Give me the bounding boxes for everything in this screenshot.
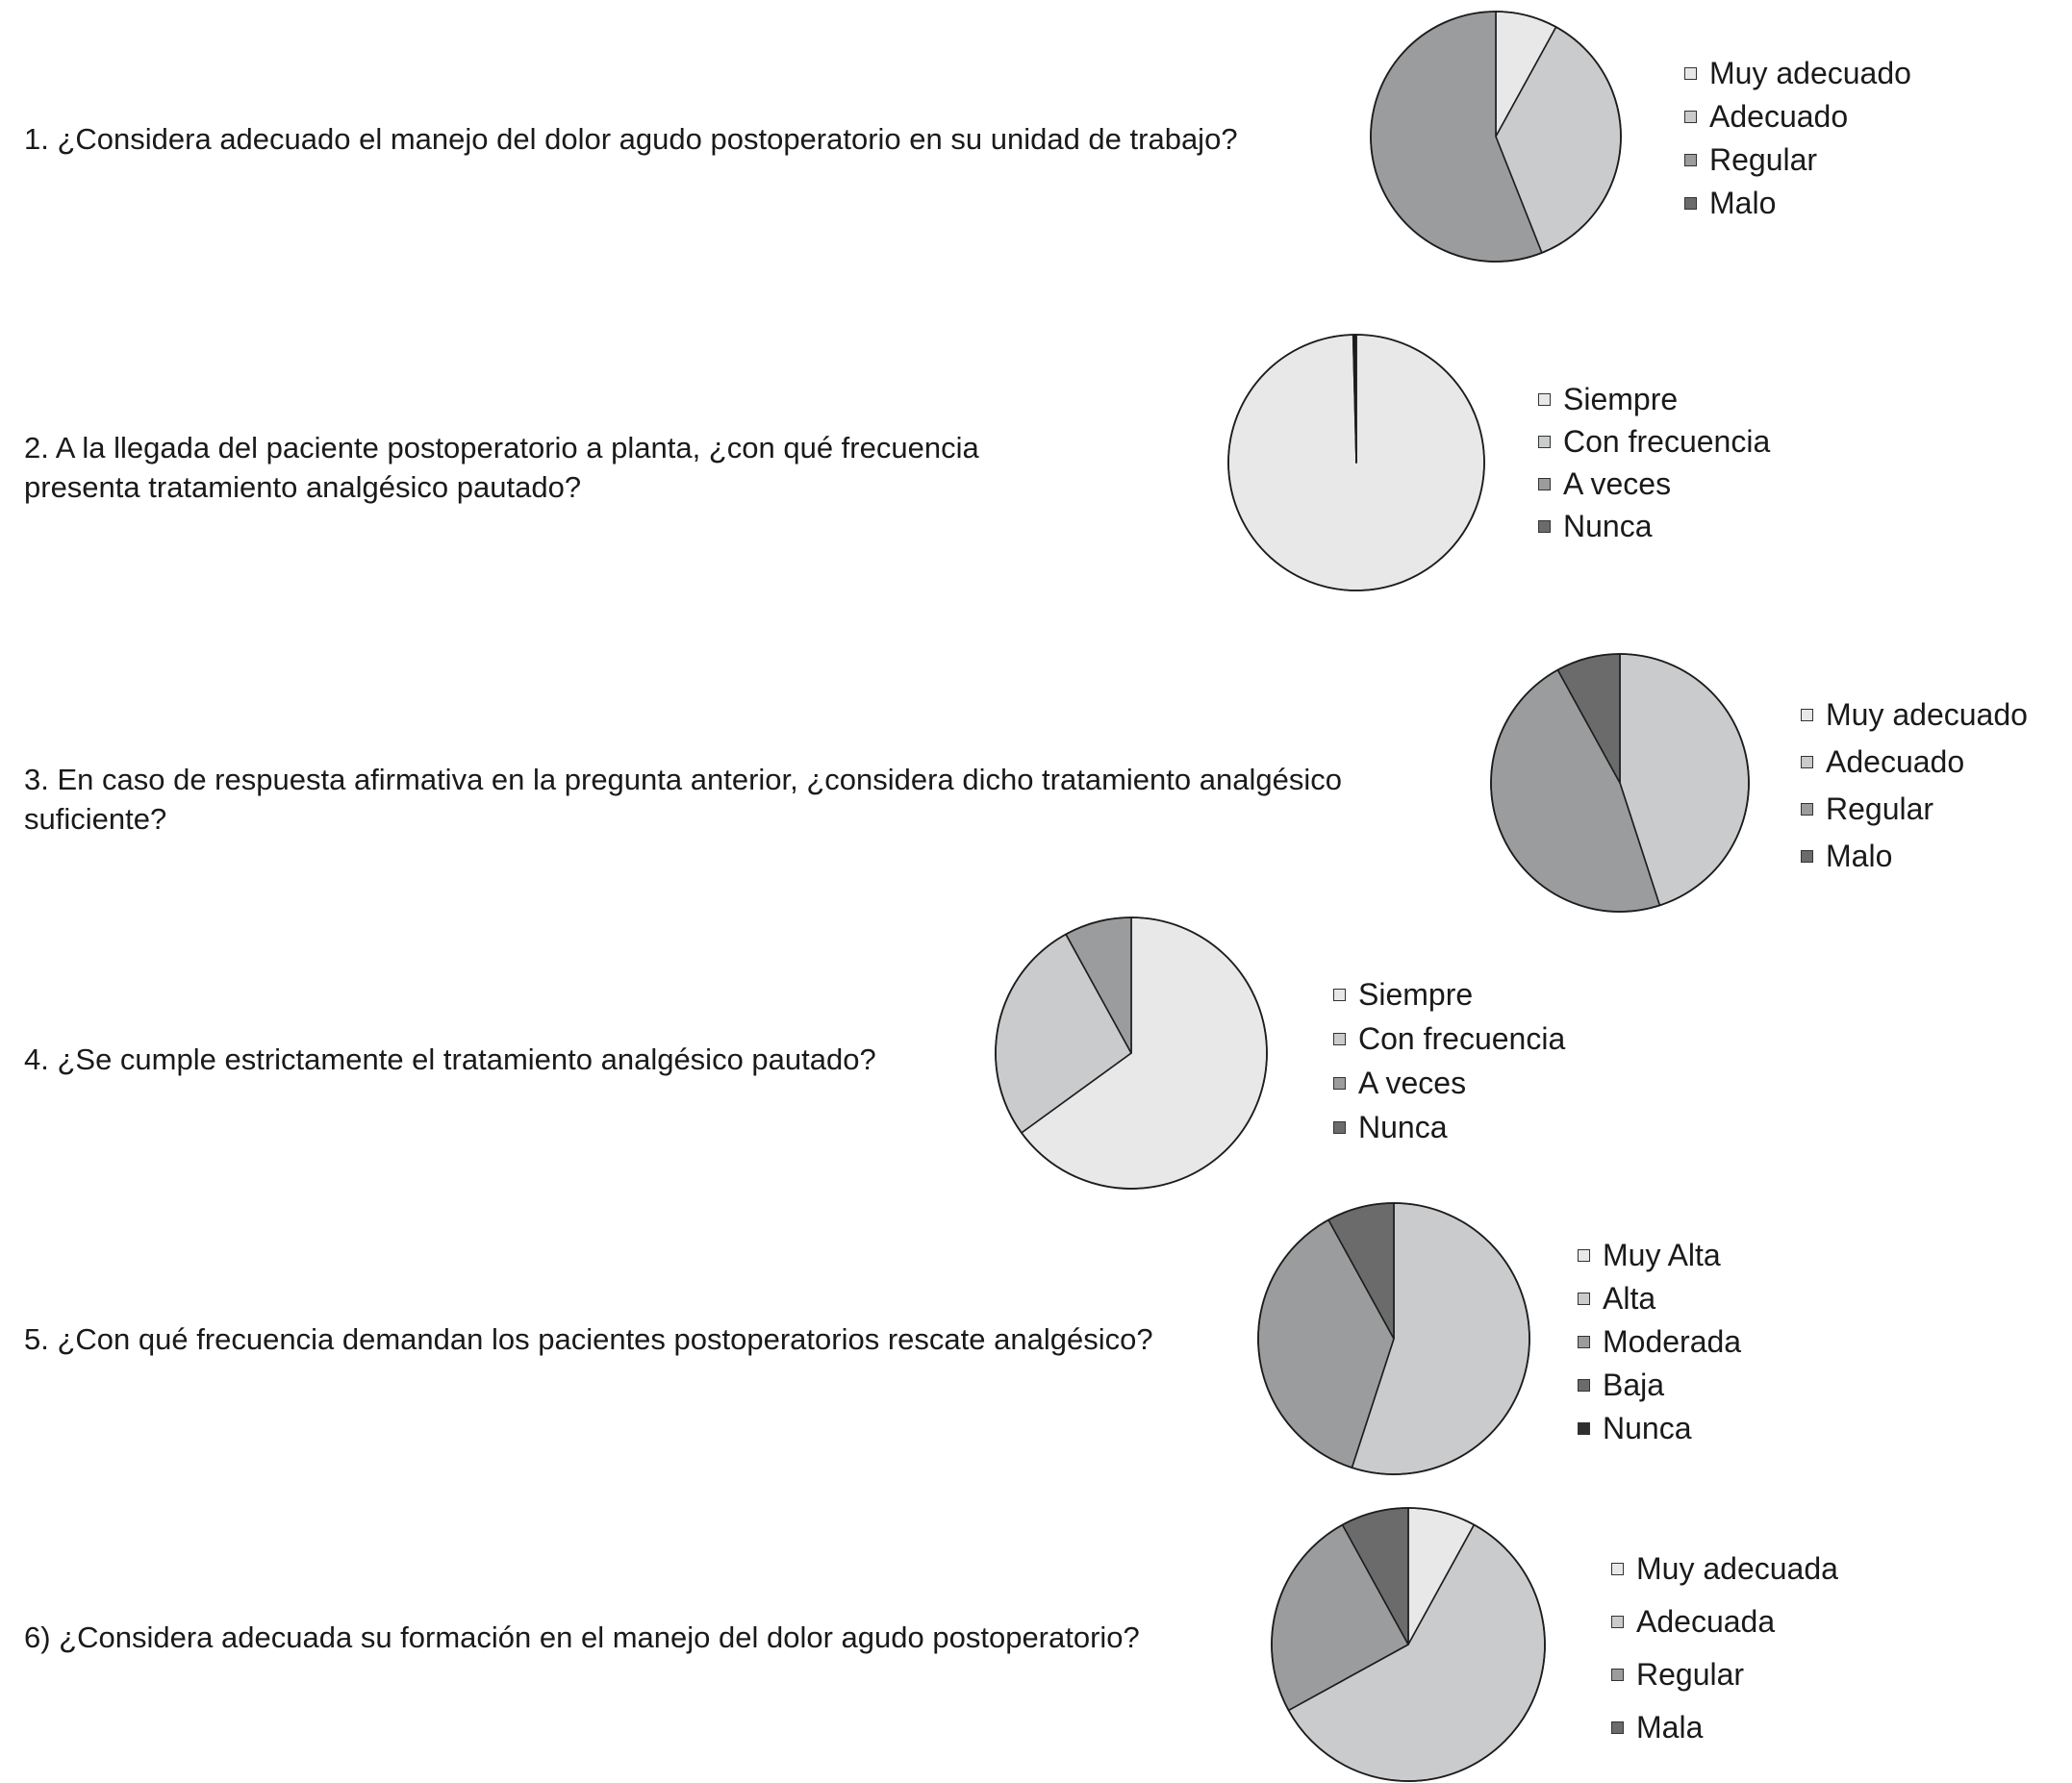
question-3-line-1: 3. En caso de respuesta afirmativa en la pregunta anterior, ¿considera dicho tratamiento analgésico [24,763,1342,796]
legend-item [1801,791,2028,827]
legend-6 [1611,1550,1838,1762]
legend-item [1333,1109,1565,1145]
legend-swatch [1578,1379,1590,1392]
legend-item [1801,743,2028,780]
pie-chart-2 [1226,333,1486,592]
legend-1 [1684,55,1911,228]
legend-swatch [1801,709,1813,721]
legend-label: Regular [1636,1656,1745,1692]
question-2 [24,428,979,507]
question-6 [24,1618,1140,1657]
legend-4 [1333,976,1565,1153]
legend-label: Muy adecuada [1636,1550,1838,1586]
question-3 [24,760,1342,839]
legend-label: Malo [1826,838,1893,873]
legend-5 [1578,1237,1741,1453]
pie-chart-1 [1369,10,1623,264]
legend-label: A veces [1563,465,1672,501]
legend-item [1333,1065,1565,1101]
legend-swatch [1538,478,1551,490]
question-1 [24,119,1238,159]
legend-2 [1538,381,1770,550]
question-6-line-1: 6) ¿Considera adecuada su formación en el manejo del dolor agudo postoperatorio? [24,1620,1140,1654]
legend-swatch [1611,1721,1624,1734]
legend-item [1801,696,2028,733]
legend-label: Regular [1709,141,1818,177]
question-1-line-1: 1. ¿Considera adecuado el manejo del dolor agudo postoperatorio en su unidad de trabajo? [24,122,1238,156]
legend-swatch [1801,803,1813,816]
legend-swatch [1333,1033,1346,1045]
legend-swatch [1538,520,1551,533]
legend-swatch [1578,1249,1590,1262]
question-4 [24,1040,876,1079]
legend-item [1538,508,1770,544]
legend-swatch [1333,1077,1346,1090]
legend-item [1611,1656,1838,1693]
legend-swatch [1611,1563,1624,1575]
legend-label: Con frecuencia [1563,423,1771,459]
legend-swatch [1684,154,1697,166]
legend-label: Siempre [1563,381,1679,416]
legend-swatch [1684,67,1697,80]
pie-chart-3 [1489,652,1751,914]
legend-label: Nunca [1563,508,1653,543]
legend-label: Adecuado [1826,743,1965,779]
legend-label: Moderada [1603,1323,1742,1359]
legend-item [1684,55,1911,91]
legend-label: Adecuada [1636,1603,1776,1639]
legend-label: Nunca [1603,1410,1692,1445]
legend-swatch [1801,850,1813,863]
legend-item [1801,838,2028,874]
legend-swatch [1333,1121,1346,1134]
legend-label: Con frecuencia [1358,1020,1566,1056]
question-2-line-2: presenta tratamiento analgésico pautado? [24,470,582,504]
legend-3 [1801,696,2028,885]
legend-label: Siempre [1358,976,1474,1012]
legend-item [1578,1323,1741,1360]
legend-label: Regular [1826,791,1934,826]
legend-label: Adecuado [1709,98,1849,134]
legend-swatch [1801,756,1813,768]
legend-item [1578,1280,1741,1317]
legend-label: A veces [1358,1065,1467,1100]
question-5-line-1: 5. ¿Con qué frecuencia demandan los pacientes postoperatorios rescate analgésico? [24,1322,1153,1356]
legend-label: Muy Alta [1603,1237,1721,1272]
pie-slice-nunca [1355,335,1356,463]
question-2-line-1: 2. A la llegada del paciente postoperatorio a planta, ¿con qué frecuencia [24,431,979,465]
legend-item [1578,1237,1741,1273]
legend-item [1538,423,1770,460]
legend-item [1684,141,1911,178]
legend-label: Nunca [1358,1109,1448,1144]
legend-item [1538,465,1770,502]
legend-swatch [1578,1336,1590,1348]
legend-item [1578,1367,1741,1403]
legend-item [1333,976,1565,1013]
legend-item [1611,1603,1838,1640]
legend-swatch [1684,197,1697,210]
question-4-line-1: 4. ¿Se cumple estrictamente el tratamiento analgésico pautado? [24,1042,876,1076]
legend-label: Malo [1709,185,1777,220]
legend-item [1538,381,1770,417]
legend-item [1684,98,1911,135]
legend-item [1684,185,1911,221]
pie-chart-6 [1270,1506,1547,1783]
legend-item [1578,1410,1741,1446]
legend-item [1611,1550,1838,1587]
pie-chart-4 [994,916,1269,1191]
legend-swatch [1333,989,1346,1001]
legend-label: Baja [1603,1367,1665,1402]
legend-swatch [1538,393,1551,406]
legend-label: Muy adecuado [1709,55,1911,90]
legend-swatch [1578,1293,1590,1305]
legend-label: Mala [1636,1709,1704,1745]
legend-label: Muy adecuado [1826,696,2028,732]
legend-item [1611,1709,1838,1745]
legend-label: Alta [1603,1280,1656,1316]
legend-item [1333,1020,1565,1057]
legend-swatch [1611,1669,1624,1681]
question-3-line-2: suficiente? [24,802,167,836]
legend-swatch [1578,1422,1590,1435]
legend-swatch [1538,436,1551,448]
pie-chart-5 [1256,1201,1531,1476]
legend-swatch [1611,1616,1624,1628]
legend-swatch [1684,111,1697,123]
question-5 [24,1319,1153,1359]
